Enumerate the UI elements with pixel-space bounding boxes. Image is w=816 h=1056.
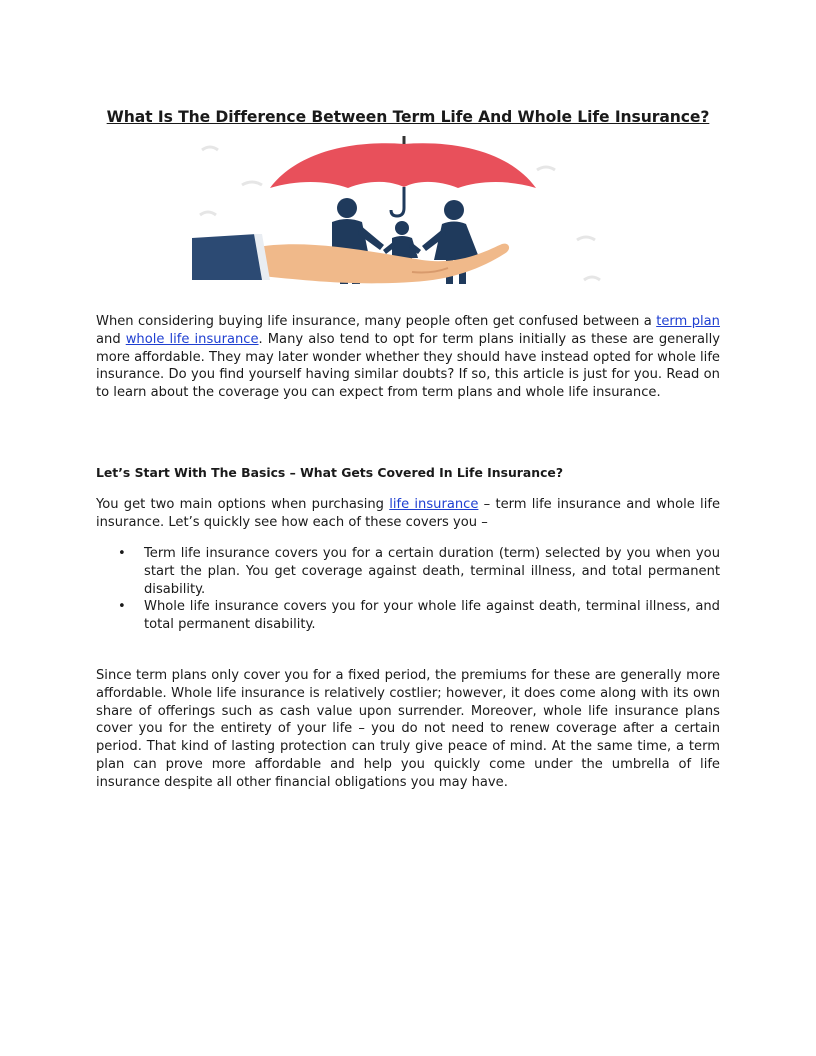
options-text-2: – term life insurance and whole life insurance. Let’s quickly see how each of these covers you – <box>96 497 720 530</box>
coverage-list <box>96 545 720 634</box>
page-title: What Is The Difference Between Term Life And Whole Life Insurance? <box>106 108 710 127</box>
bullet-icon: • <box>118 546 126 561</box>
intro-text-2: and <box>96 331 126 347</box>
term-plan-link[interactable]: term plan <box>656 314 720 329</box>
life-insurance-link[interactable]: life insurance <box>389 497 479 512</box>
umbrella-family-hand-icon <box>192 130 624 302</box>
sleeve <box>192 234 266 280</box>
options-paragraph <box>96 496 720 532</box>
intro-text-1: When considering buying life insurance, many people often get confused between a <box>96 314 657 329</box>
closing-paragraph: Since term plans only cover you for a fixed period, the premiums for these are generally more affordable. Whole life insurance is relatively costlier; however, it does come along with its own share of offerings such as cash value upon surrender. Moreover, whole life insurance plans cover you for the entirety of your life – you do not need to renew coverage after a certain period. That kind of lasting protection can truly give peace of mind. At the same time, a term plan can prove more affordable and help you quickly come under the umbrella of life insurance despite all other financial obligations you may have. <box>96 668 720 790</box>
umbrella-handle <box>391 187 404 216</box>
list-item <box>96 545 720 598</box>
umbrella-canopy <box>270 143 536 188</box>
whole-life-insurance-link[interactable]: whole life insurance <box>125 331 259 347</box>
options-text-1: You get two main options when purchasing <box>96 497 390 512</box>
list-item-text: Whole life insurance covers you for your whole life against death, terminal illness, and total permanent disability. <box>144 599 720 633</box>
section-heading: Let’s Start With The Basics – What Gets Covered In Life Insurance? <box>96 465 564 480</box>
list-item-text: Term life insurance covers you for a certain duration (term) selected by you when you start the plan. You get coverage against death, terminal illness, and total permanent disability. <box>144 546 720 597</box>
list-item <box>96 598 720 634</box>
intro-paragraph <box>96 313 720 402</box>
intro-text-3: . Many also tend to opt for term plans initially as these are generally more affordable. They may later wonder whether they should have instead opted for whole life insurance. Do you find yourself having similar doubts? If so, this article is just for you. Read on to learn about the coverage you can expect from term plans and whole life insurance. <box>96 331 721 401</box>
bullet-icon: • <box>118 599 126 615</box>
